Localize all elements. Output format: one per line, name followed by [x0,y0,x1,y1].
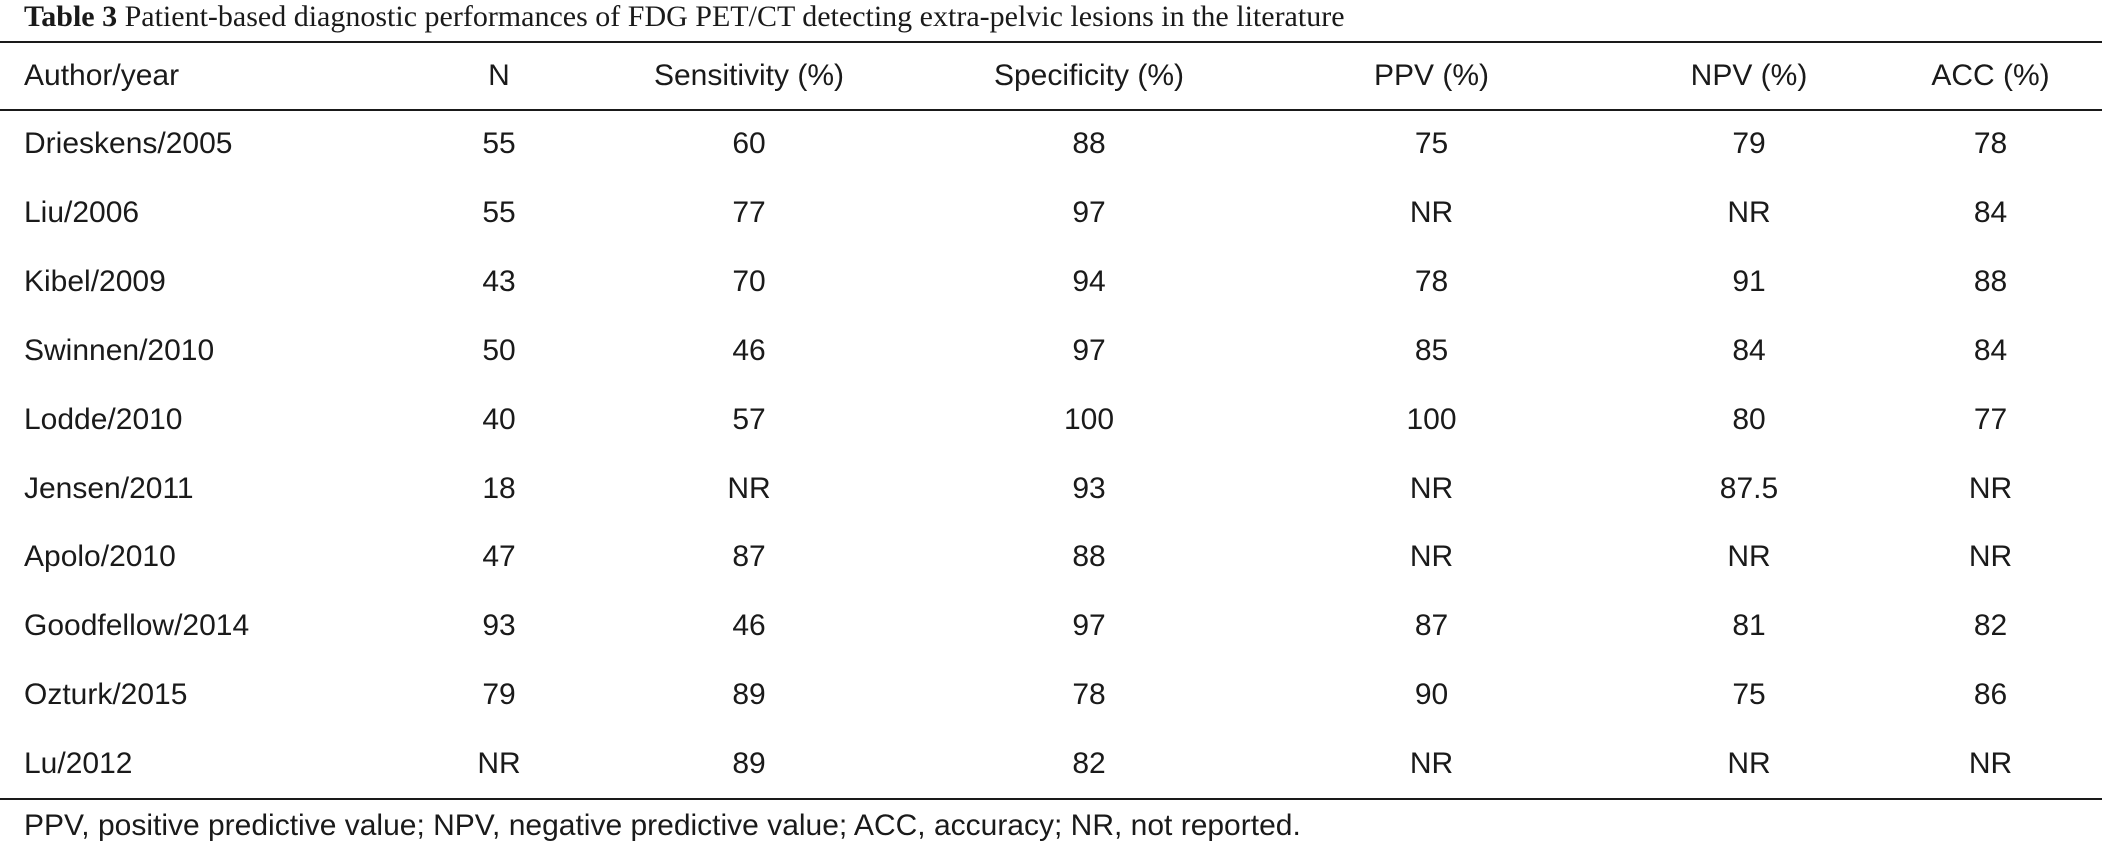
table-caption-label: Table 3 [24,0,118,33]
cell-n: 79 [482,677,516,711]
cell-acc: 84 [1973,196,2008,230]
cell-specificity: 78 [1072,677,1106,711]
cell-npv: NR [1727,746,1771,780]
table-row [0,523,2102,592]
cell-npv: 75 [1732,677,1766,711]
table-footnote: PPV, positive predictive value; NPV, negative predictive value; ACC, accuracy; NR, not reported. [24,809,1301,842]
cell-specificity: 97 [1072,609,1106,643]
cell-acc: 78 [1973,127,2008,160]
table-row [0,661,2102,730]
cell-ppv: 90 [1414,677,1449,711]
data-table [0,43,2102,798]
cell-n: 18 [482,471,516,505]
table-row [0,317,2102,386]
table-row [0,385,2102,454]
cell-npv: 84 [1732,333,1766,367]
bottom-rule [0,798,2102,800]
cell-specificity: 93 [1072,471,1106,505]
cell-npv: 80 [1732,402,1766,436]
cell-author-year: Drieskens/2005 [24,127,233,160]
cell-ppv: NR [1409,471,1454,505]
cell-author-year: Jensen/2011 [24,471,194,505]
cell-specificity: 82 [1072,746,1106,780]
cell-specificity: 97 [1072,333,1106,367]
cell-n: 55 [482,127,516,160]
cell-ppv: NR [1409,746,1454,780]
cell-acc: 88 [1973,265,2008,299]
cell-specificity: 88 [1072,127,1106,160]
cell-sensitivity: 46 [732,609,766,643]
cell-author-year: Swinnen/2010 [24,333,215,367]
cell-npv: 87.5 [1719,471,1779,505]
cell-author-year: Kibel/2009 [24,265,166,299]
cell-sensitivity: 89 [732,677,766,711]
cell-n: 47 [482,540,516,574]
cell-acc: NR [1968,746,2013,780]
cell-sensitivity: 87 [732,540,766,574]
cell-author-year: Liu/2006 [24,196,140,230]
cell-ppv: 87 [1414,609,1449,643]
cell-ppv: 100 [1406,402,1457,436]
table-row [0,109,2102,179]
table-row [0,592,2102,661]
cell-sensitivity: 70 [732,265,766,299]
cell-sensitivity: 89 [732,746,766,780]
table-caption [24,0,1345,36]
header-n: N [488,59,510,92]
cell-n: NR [477,746,521,780]
table-row [0,729,2102,798]
cell-specificity: 97 [1072,196,1106,230]
header-ppv: PPV (%) [1373,59,1490,92]
cell-npv: NR [1727,540,1771,574]
cell-sensitivity: 77 [732,196,766,230]
cell-npv: 79 [1732,127,1766,160]
header-acc: ACC (%) [1931,59,2050,92]
cell-sensitivity: 57 [732,402,766,436]
table-row [0,454,2102,523]
cell-npv: NR [1727,196,1771,230]
cell-sensitivity: NR [727,471,771,505]
cell-sensitivity: 60 [732,127,766,160]
table-row [0,248,2102,317]
cell-n: 40 [482,402,516,436]
header-row [0,43,2102,109]
cell-author-year: Lodde/2010 [24,402,183,436]
header-author-year: Author/year [24,59,180,92]
cell-acc: 77 [1973,402,2008,436]
cell-acc: 82 [1973,609,2008,643]
cell-n: 55 [482,196,516,230]
cell-npv: 91 [1732,265,1766,299]
cell-specificity: 100 [1063,402,1115,436]
cell-npv: 81 [1732,609,1766,643]
cell-ppv: 85 [1414,333,1449,367]
cell-ppv: 78 [1414,265,1449,299]
cell-n: 93 [482,609,516,643]
header-sensitivity: Sensitivity (%) [653,59,845,92]
header-npv: NPV (%) [1690,59,1808,92]
cell-author-year: Apolo/2010 [24,540,176,574]
cell-ppv: 75 [1414,127,1449,160]
table-row [0,179,2102,248]
cell-sensitivity: 46 [732,333,766,367]
cell-author-year: Lu/2012 [24,746,133,780]
header-specificity: Specificity (%) [993,59,1185,92]
cell-specificity: 88 [1072,540,1106,574]
table-caption-text: Patient-based diagnostic performances of FDG PET/CT detecting extra-pelvic lesions in the literature [124,0,1345,33]
cell-author-year: Ozturk/2015 [24,677,188,711]
cell-specificity: 94 [1072,265,1106,299]
cell-ppv: NR [1409,196,1454,230]
cell-author-year: Goodfellow/2014 [24,609,250,643]
cell-acc: 84 [1973,333,2008,367]
cell-ppv: NR [1409,540,1454,574]
cell-acc: NR [1968,540,2013,574]
cell-acc: NR [1968,471,2013,505]
cell-n: 50 [482,333,516,367]
cell-n: 43 [482,265,516,299]
cell-acc: 86 [1973,677,2008,711]
